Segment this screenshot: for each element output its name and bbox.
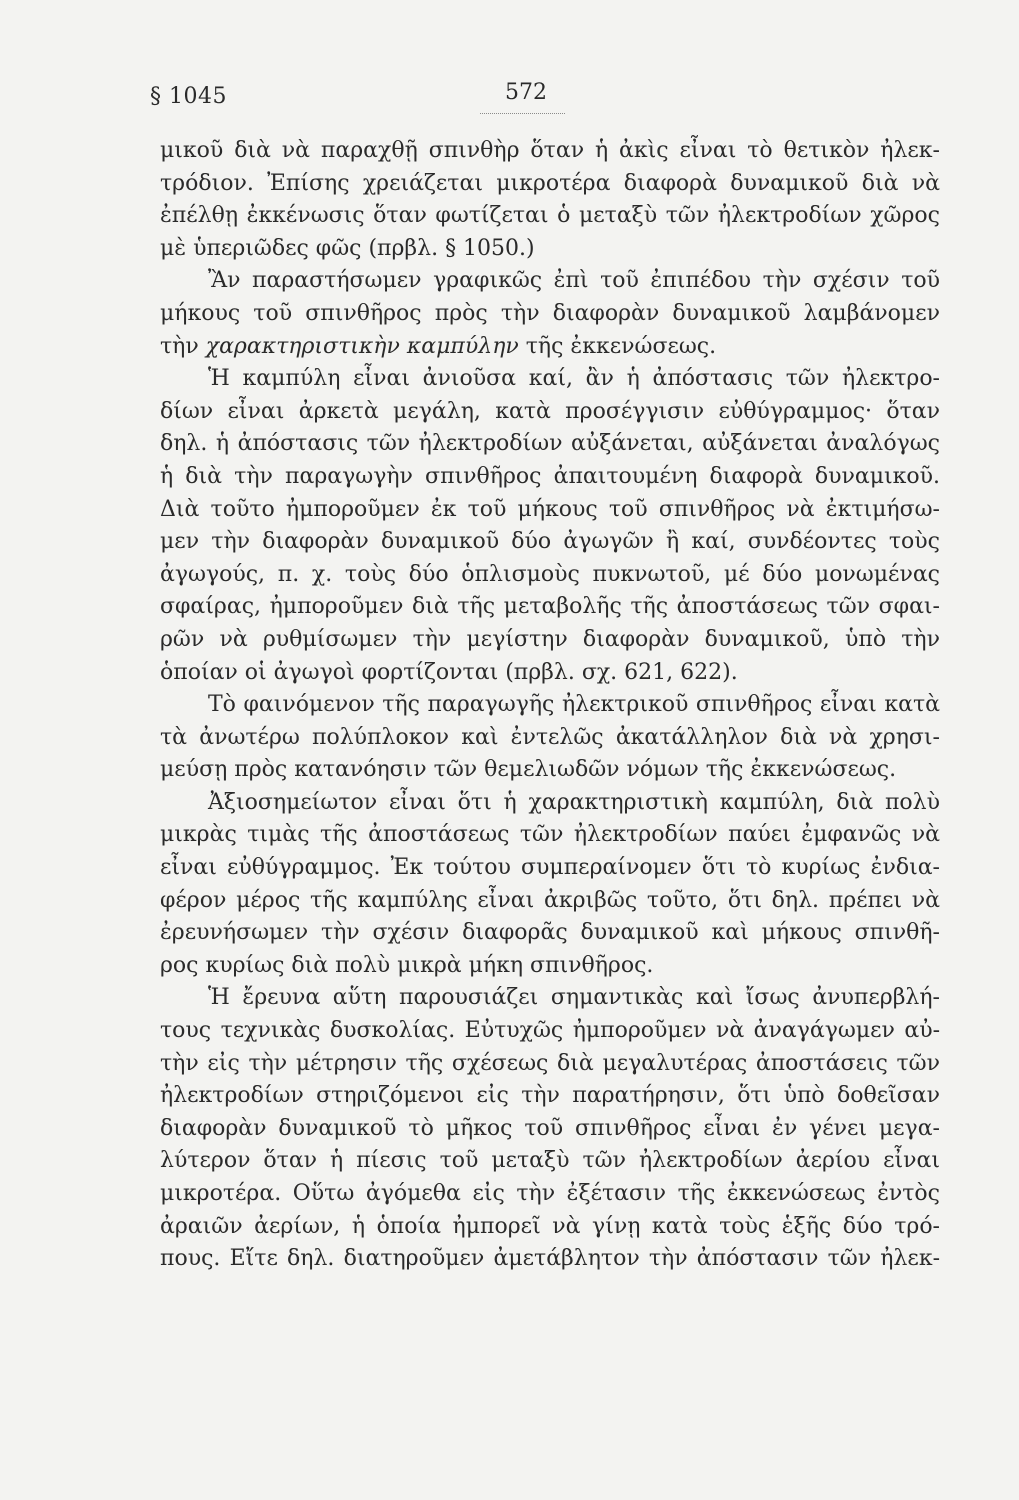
text-line: τὴν εἰς τὴν μέτρησιν τῆς σχέσεως διὰ μεγαλυτέρας ἀποστάσεις τῶν bbox=[160, 1050, 940, 1076]
text-line: σφαίρας, ἠμποροῦμεν διὰ τῆς μεταβολῆς τῆς ἀποστάσεως τῶν σφαι- bbox=[160, 594, 940, 620]
text-line: μικοῦ διὰ νὰ παραχθῇ σπινθὴρ ὅταν ἡ ἀκὶς εἶναι τὸ θετικὸν ἠλεκ- bbox=[160, 138, 940, 163]
text-line bbox=[160, 331, 940, 364]
section-reference: § 1045 bbox=[150, 84, 227, 109]
paragraph-start-line: Ἀξιοσημείωτον εἶναι ὅτι ἡ χαρακτηριστικὴ καμπύλη, διὰ πολὺ bbox=[208, 789, 940, 815]
text-line: ρος κυρίως διὰ πολὺ μικρὰ μήκη σπινθῆρος. bbox=[160, 952, 654, 978]
text-line: ἐπέλθῃ ἐκκένωσις ὅταν φωτίζεται ὁ μεταξὺ τῶν ἠλεκτροδίων χῶρος bbox=[160, 203, 940, 229]
text-line: Διὰ τοῦτο ἠμποροῦμεν ἐκ τοῦ μήκους τοῦ σπινθῆρος νὰ ἐκτιμήσω- bbox=[160, 496, 940, 522]
page-number: 572 bbox=[505, 80, 547, 105]
text-line: πους. Εἴτε δηλ. διατηροῦμεν ἀμετάβλητον τὴν ἀπόστασιν τῶν ἠλεκ- bbox=[160, 1246, 940, 1272]
text-line: μὲ ὑπεριῶδες φῶς (πρβλ. § 1050.) bbox=[160, 235, 535, 261]
text-line: τρόδιον. Ἐπίσης χρειάζεται μικροτέρα διαφορὰ δυναμικοῦ διὰ νὰ bbox=[160, 170, 940, 196]
text-line: διαφορὰν δυναμικοῦ τὸ μῆκος τοῦ σπινθῆρος εἶναι ἐν γένει μεγα- bbox=[160, 1115, 940, 1141]
text-line: φέρον μέρος τῆς καμπύλης εἶναι ἀκριβῶς τοῦτο, ὅτι δηλ. πρέπει νὰ bbox=[160, 887, 940, 913]
text-line: δηλ. ἡ ἀπόστασις τῶν ἠλεκτροδίων αὐξάνεται, αὐξάνεται ἀναλόγως bbox=[160, 431, 940, 457]
text-line: μεύσῃ πρὸς κατανόησιν τῶν θεμελιωδῶν νόμων τῆς ἐκκενώσεως. bbox=[160, 757, 897, 783]
body-text bbox=[160, 135, 940, 1276]
text-line: λύτερον ὅταν ἡ πίεσις τοῦ μεταξὺ τῶν ἠλεκτροδίων ἀερίου εἶναι bbox=[160, 1148, 940, 1174]
paragraph-start-line: Ἡ ἔρευνα αὕτη παρουσιάζει σημαντικὰς καὶ ἴσως ἀνυπερβλή- bbox=[208, 985, 940, 1011]
text-fragment: τῆς ἐκκενώσεως. bbox=[525, 333, 717, 359]
page-number-underline bbox=[480, 113, 565, 114]
paragraph-start-line: Τὸ φαινόμενον τῆς παραγωγῆς ἠλεκτρικοῦ σπινθῆρος εἶναι κατὰ bbox=[208, 692, 940, 718]
text-line: μικροτέρα. Οὕτω ἀγόμεθα εἰς τὴν ἐξέτασιν τῆς ἐκκενώσεως ἐντὸς bbox=[160, 1181, 940, 1206]
text-line: ρῶν νὰ ρυθμίσωμεν τὴν μεγίστην διαφορὰν δυναμικοῦ, ὑπὸ τὴν bbox=[160, 626, 940, 652]
text-line: τους τεχνικὰς δυσκολίας. Εὐτυχῶς ἠμποροῦμεν νὰ ἀναγάγωμεν αὐ- bbox=[160, 1018, 940, 1044]
text-line: μήκους τοῦ σπινθῆρος πρὸς τὴν διαφορὰν δυναμικοῦ λαμβάνομεν bbox=[160, 300, 940, 326]
text-line: ἠλεκτροδίων στηριζόμενοι εἰς τὴν παρατήρησιν, ὅτι ὑπὸ δοθεῖσαν bbox=[160, 1083, 940, 1109]
text-line: μεν τὴν διαφορὰν δυναμικοῦ δύο ἀγωγῶν ἢ καί, συνδέοντες τοὺς bbox=[160, 529, 940, 555]
text-line: ἀραιῶν ἀερίων, ἡ ὁποία ἠμπορεῖ νὰ γίνῃ κατὰ τοὺς ἑξῆς δύο τρό- bbox=[160, 1213, 940, 1239]
text-line: ἡ διὰ τὴν παραγωγὴν σπινθῆρος ἀπαιτουμένη διαφορὰ δυναμικοῦ. bbox=[160, 463, 940, 489]
text-line: δίων εἶναι ἀρκετὰ μεγάλη, κατὰ προσέγγισιν εὐθύγραμμος· ὅταν bbox=[160, 398, 940, 424]
text-line: εἶναι εὐθύγραμμος. Ἐκ τούτου συμπεραίνομεν ὅτι τὸ κυρίως ἐνδια- bbox=[160, 855, 940, 881]
paragraph-start-line: Ἡ καμπύλη εἶναι ἀνιοῦσα καί, ἂν ἡ ἀπόστασις τῶν ἠλεκτρο- bbox=[208, 366, 940, 392]
text-line: ὁποίαν οἱ ἀγωγοὶ φορτίζονται (πρβλ. σχ. 621, 622). bbox=[160, 659, 738, 685]
paragraph-start-line: Ἂν παραστήσωμεν γραφικῶς ἐπὶ τοῦ ἐπιπέδου τὴν σχέσιν τοῦ bbox=[208, 268, 940, 294]
text-line: ἐρευνήσωμεν τὴν σχέσιν διαφορᾶς δυναμικοῦ καὶ μήκους σπινθῆ- bbox=[160, 920, 940, 946]
text-line: ἀγωγούς, π. χ. τοὺς δύο ὁπλισμοὺς πυκνωτοῦ, μέ δύο μονωμένας bbox=[160, 561, 940, 587]
text-line: μικρὰς τιμὰς τῆς ἀποστάσεως τῶν ἠλεκτροδίων παύει ἐμφανῶς νὰ bbox=[160, 822, 940, 848]
italic-term: χαρακτηριστικὴν καμπύλην bbox=[205, 333, 519, 359]
text-fragment: τὴν bbox=[160, 333, 199, 359]
text-line: τὰ ἀνωτέρω πολύπλοκον καὶ ἐντελῶς ἀκατάλληλον διὰ νὰ χρησι- bbox=[160, 724, 940, 750]
